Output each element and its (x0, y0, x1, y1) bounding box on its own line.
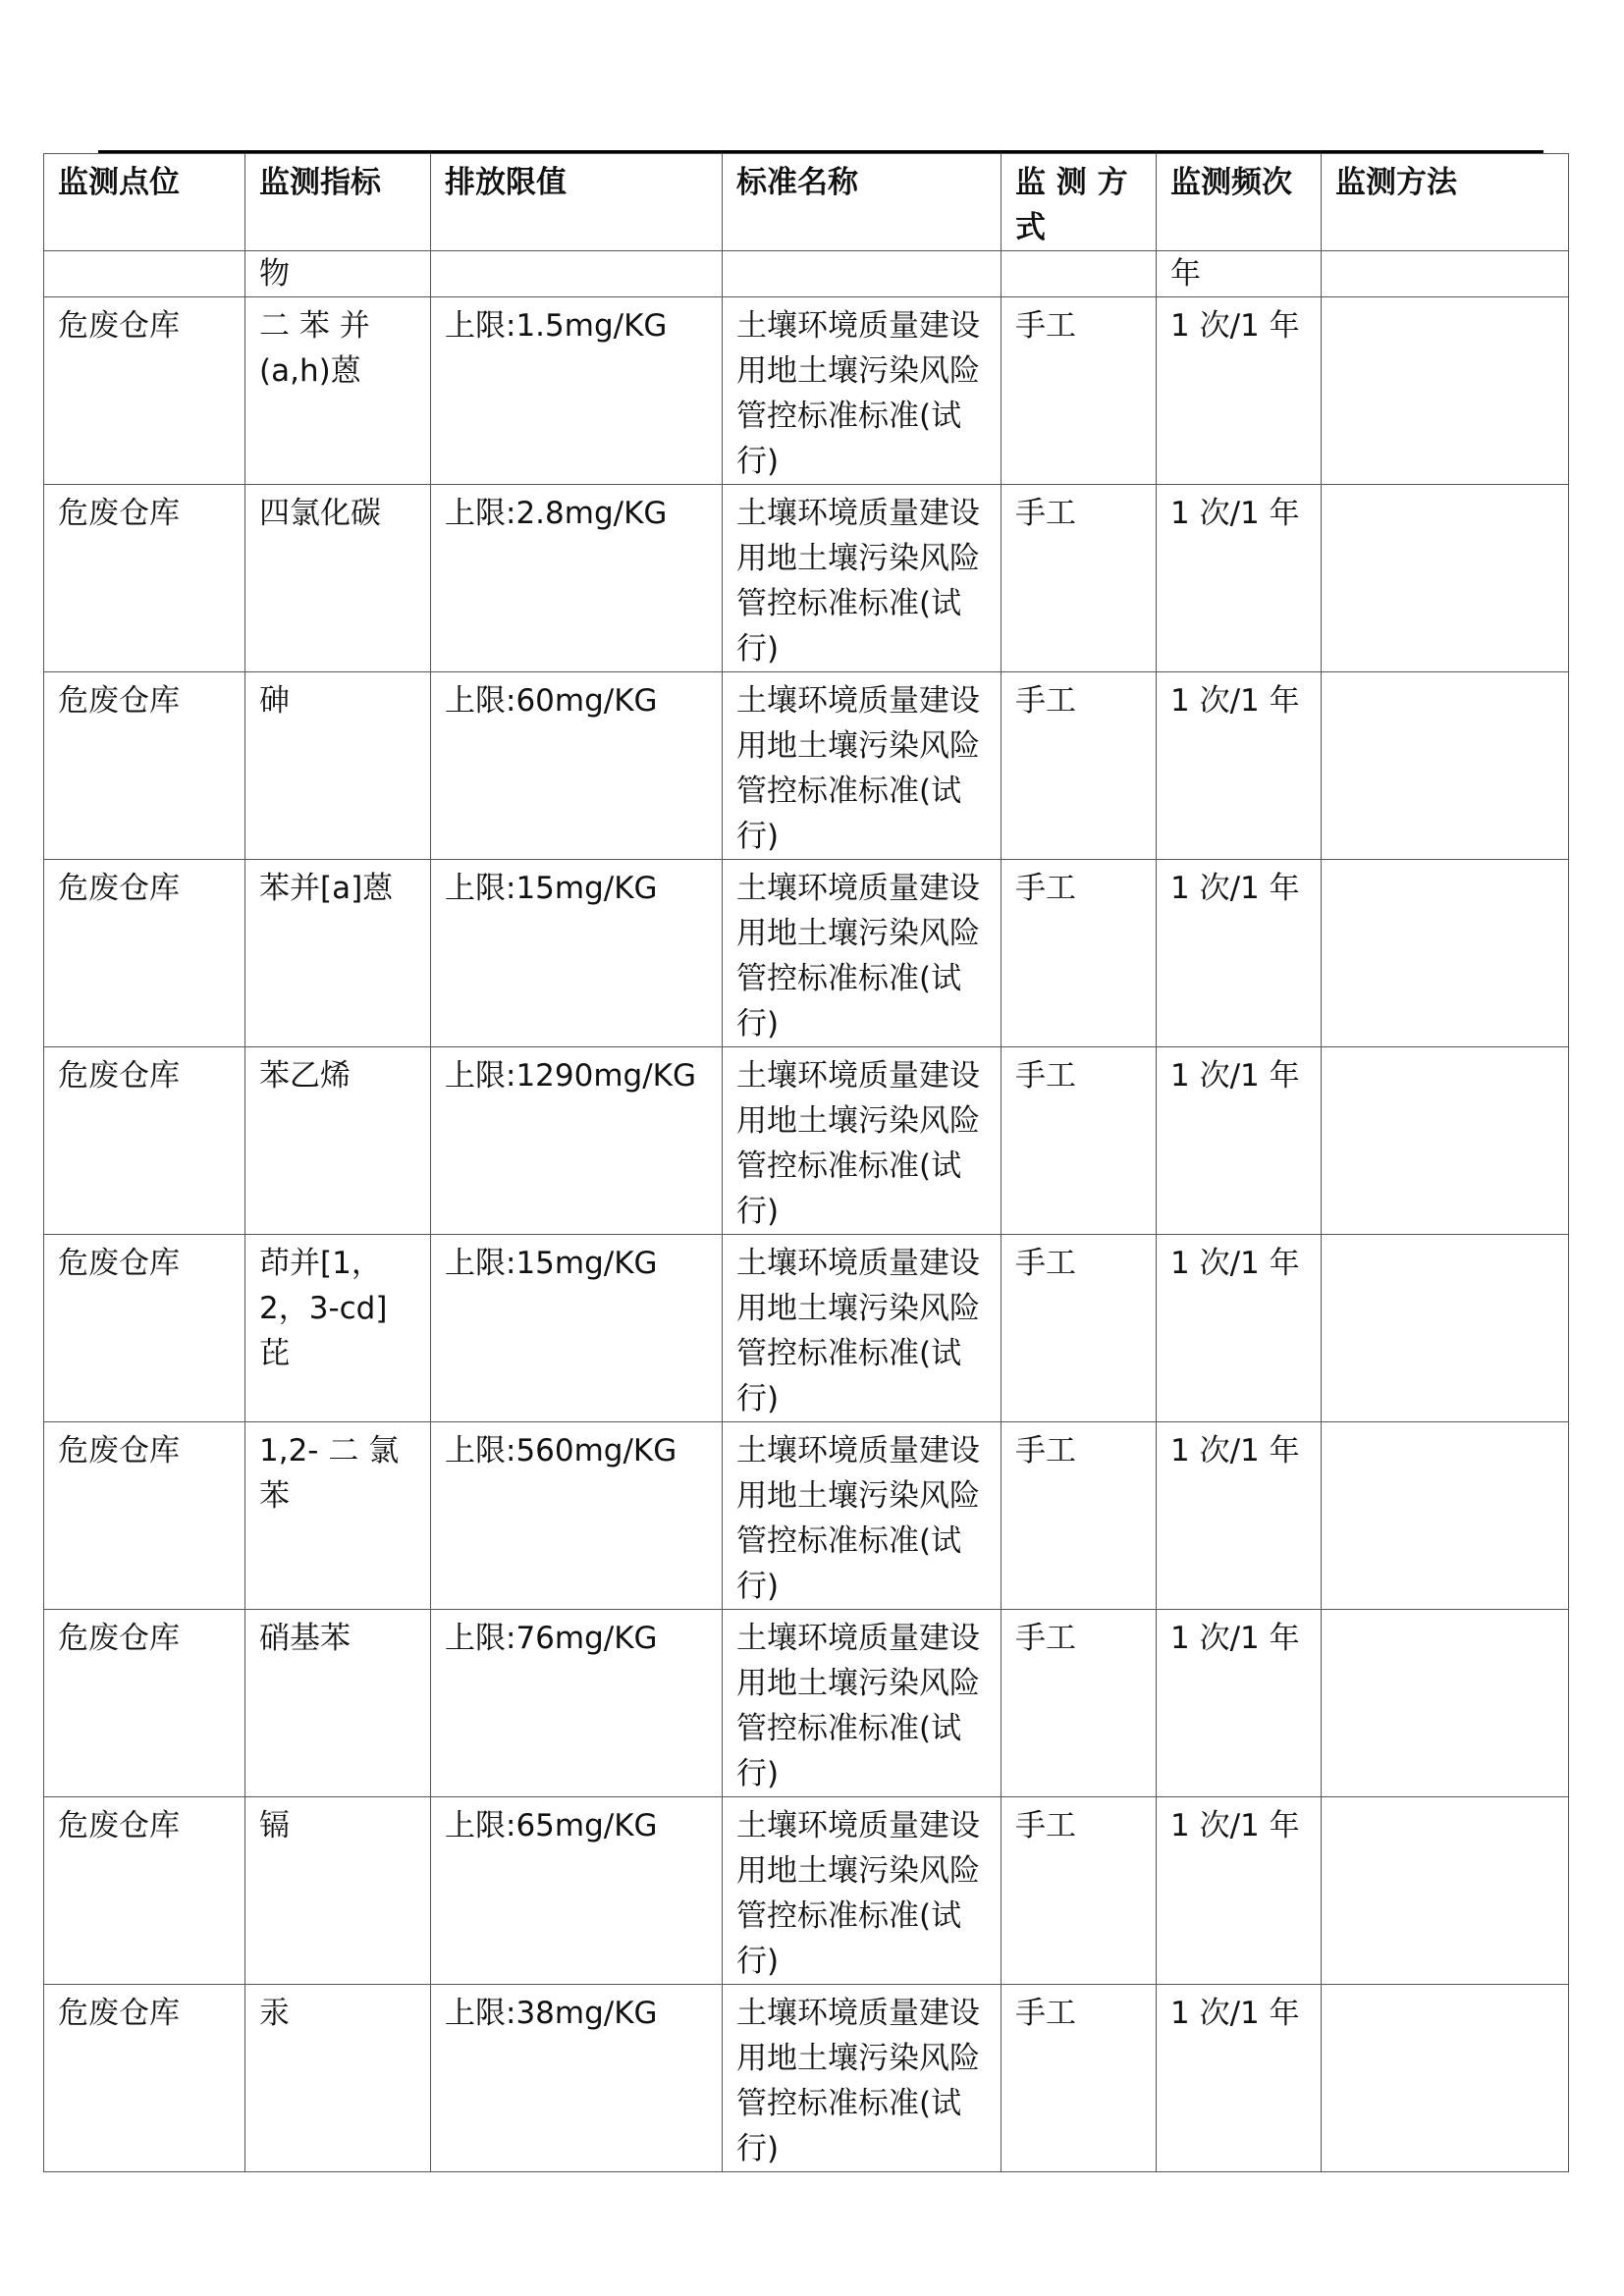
cell-indicator: 二 苯 并 (a,h)蒽 (245, 297, 431, 485)
cont-mode (1001, 251, 1157, 297)
cell-mode: 手工 (1001, 672, 1157, 860)
cell-standard: 土壤环境质量建设用地土壤污染风险管控标准标准(试行) (723, 1422, 1001, 1610)
header-limit: 排放限值 (431, 154, 723, 251)
cell-indicator: 汞 (245, 1985, 431, 2172)
cell-mode: 手工 (1001, 1985, 1157, 2172)
table-row (44, 1985, 1569, 2172)
header-indicator: 监测指标 (245, 154, 431, 251)
cell-site: 危废仓库 (44, 485, 245, 672)
cell-limit: 上限:1.5mg/KG (431, 297, 723, 485)
cell-indicator: 苯并[a]蒽 (245, 860, 431, 1047)
cell-site: 危废仓库 (44, 1610, 245, 1797)
cell-method (1322, 860, 1569, 1047)
cell-site: 危废仓库 (44, 672, 245, 860)
cell-indicator: 1,2- 二 氯 苯 (245, 1422, 431, 1610)
header-frequency: 监测频次 (1157, 154, 1322, 251)
cell-site: 危废仓库 (44, 1422, 245, 1610)
header-mode: 监 测 方 式 (1001, 154, 1157, 251)
cont-limit (431, 251, 723, 297)
cell-frequency: 1 次/1 年 (1157, 672, 1322, 860)
cell-limit: 上限:65mg/KG (431, 1797, 723, 1985)
cell-frequency: 1 次/1 年 (1157, 297, 1322, 485)
table-row (44, 1047, 1569, 1235)
header-standard: 标准名称 (723, 154, 1001, 251)
cont-site (44, 251, 245, 297)
cell-method (1322, 1610, 1569, 1797)
cont-standard (723, 251, 1001, 297)
cell-method (1322, 1047, 1569, 1235)
cell-mode: 手工 (1001, 1422, 1157, 1610)
cell-limit: 上限:76mg/KG (431, 1610, 723, 1797)
cell-standard: 土壤环境质量建设用地土壤污染风险管控标准标准(试行) (723, 1047, 1001, 1235)
cell-mode: 手工 (1001, 485, 1157, 672)
table-row (44, 297, 1569, 485)
cell-indicator: 砷 (245, 672, 431, 860)
cell-method (1322, 297, 1569, 485)
cell-frequency: 1 次/1 年 (1157, 1235, 1322, 1422)
cell-site: 危废仓库 (44, 1797, 245, 1985)
cell-frequency: 1 次/1 年 (1157, 1610, 1322, 1797)
cell-site: 危废仓库 (44, 297, 245, 485)
cell-standard: 土壤环境质量建设用地土壤污染风险管控标准标准(试行) (723, 297, 1001, 485)
cell-standard: 土壤环境质量建设用地土壤污染风险管控标准标准(试行) (723, 860, 1001, 1047)
cont-method (1322, 251, 1569, 297)
cell-site: 危废仓库 (44, 1235, 245, 1422)
cell-frequency: 1 次/1 年 (1157, 1797, 1322, 1985)
table-row (44, 1797, 1569, 1985)
cell-frequency: 1 次/1 年 (1157, 860, 1322, 1047)
cell-standard: 土壤环境质量建设用地土壤污染风险管控标准标准(试行) (723, 485, 1001, 672)
cell-mode: 手工 (1001, 1235, 1157, 1422)
cell-mode: 手工 (1001, 297, 1157, 485)
cell-indicator: 四氯化碳 (245, 485, 431, 672)
cell-standard: 土壤环境质量建设用地土壤污染风险管控标准标准(试行) (723, 672, 1001, 860)
cell-standard: 土壤环境质量建设用地土壤污染风险管控标准标准(试行) (723, 1610, 1001, 1797)
cell-method (1322, 485, 1569, 672)
cell-method (1322, 1985, 1569, 2172)
cell-frequency: 1 次/1 年 (1157, 485, 1322, 672)
cell-frequency: 1 次/1 年 (1157, 1422, 1322, 1610)
cell-mode: 手工 (1001, 1047, 1157, 1235)
cell-limit: 上限:15mg/KG (431, 1235, 723, 1422)
cell-indicator: 苯乙烯 (245, 1047, 431, 1235)
cell-site: 危废仓库 (44, 1985, 245, 2172)
cell-limit: 上限:38mg/KG (431, 1985, 723, 2172)
table-row (44, 860, 1569, 1047)
cell-frequency: 1 次/1 年 (1157, 1047, 1322, 1235)
cell-limit: 上限:15mg/KG (431, 860, 723, 1047)
cell-indicator: 茚并[1，2，3-cd]芘 (245, 1235, 431, 1422)
header-method: 监测方法 (1322, 154, 1569, 251)
header-site: 监测点位 (44, 154, 245, 251)
cell-standard: 土壤环境质量建设用地土壤污染风险管控标准标准(试行) (723, 1235, 1001, 1422)
cell-method (1322, 1422, 1569, 1610)
cont-frequency: 年 (1157, 251, 1322, 297)
cell-site: 危废仓库 (44, 1047, 245, 1235)
cell-method (1322, 1235, 1569, 1422)
table-row (44, 672, 1569, 860)
cont-indicator: 物 (245, 251, 431, 297)
monitoring-table (43, 153, 1569, 2172)
cell-mode: 手工 (1001, 1797, 1157, 1985)
cell-mode: 手工 (1001, 860, 1157, 1047)
cell-method (1322, 1797, 1569, 1985)
cell-limit: 上限:2.8mg/KG (431, 485, 723, 672)
cell-indicator: 硝基苯 (245, 1610, 431, 1797)
table-row (44, 1610, 1569, 1797)
table-row (44, 1235, 1569, 1422)
cell-frequency: 1 次/1 年 (1157, 1985, 1322, 2172)
cell-mode: 手工 (1001, 1610, 1157, 1797)
header-row (44, 154, 1569, 251)
continuation-row (44, 251, 1569, 297)
table-row (44, 1422, 1569, 1610)
cell-limit: 上限:560mg/KG (431, 1422, 723, 1610)
cell-standard: 土壤环境质量建设用地土壤污染风险管控标准标准(试行) (723, 1797, 1001, 1985)
cell-indicator: 镉 (245, 1797, 431, 1985)
cell-site: 危废仓库 (44, 860, 245, 1047)
cell-limit: 上限:60mg/KG (431, 672, 723, 860)
cell-limit: 上限:1290mg/KG (431, 1047, 723, 1235)
cell-method (1322, 672, 1569, 860)
cell-standard: 土壤环境质量建设用地土壤污染风险管控标准标准(试行) (723, 1985, 1001, 2172)
table-row (44, 485, 1569, 672)
